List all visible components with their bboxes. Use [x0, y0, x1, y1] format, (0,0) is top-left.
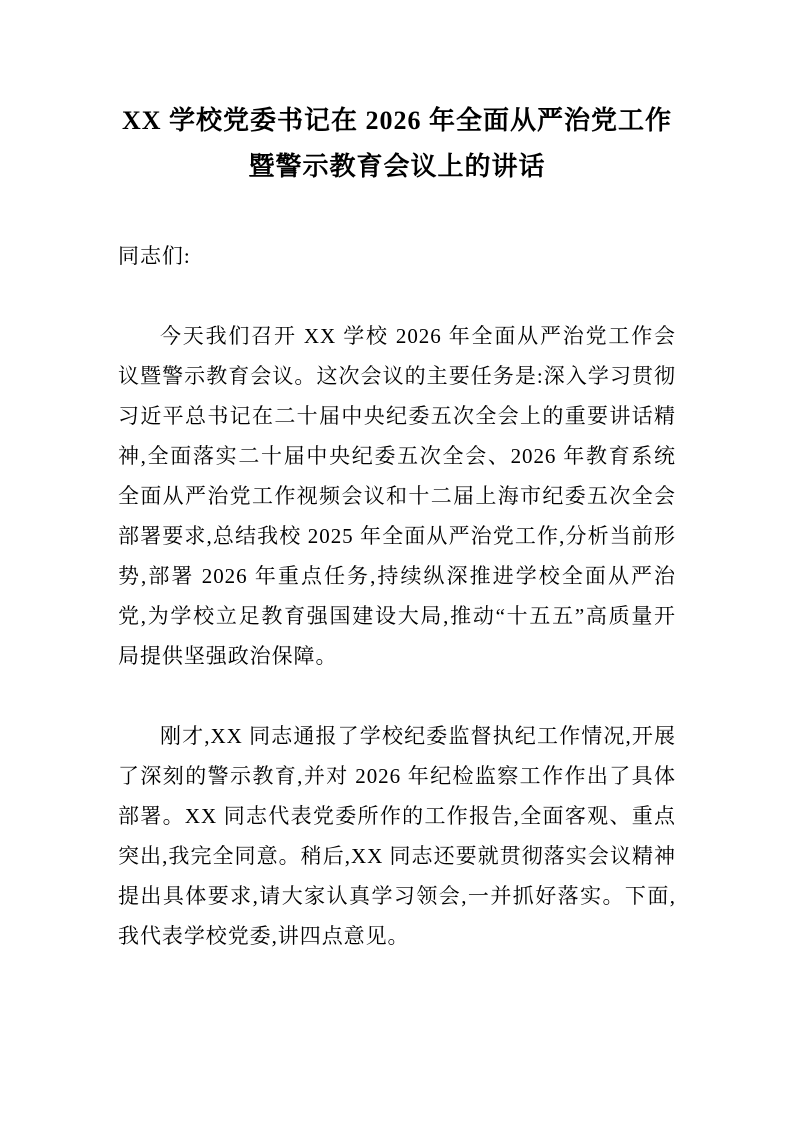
body-paragraph-1: 今天我们召开 XX 学校 2026 年全面从严治党工作会议暨警示教育会议。这次会议的主要任务是:深入学习贯彻习近平总书记在二十届中央纪委五次全会上的重要讲话精神,全面落实二十届中央纪委五次全会、2026 年教育系统全面从严治党工作视频会议和十二届上海市纪委五次全会部署要求,总结我校 2025 年全面从严治党工作,分析当前形势,部署 2026 年重点任务,持续纵深推进学校全面从严治党,为学校立足教育强国建设大局,推动“十五五”高质量开局提供坚强政治保障。: [118, 324, 676, 668]
salutation: 同志们:: [118, 244, 191, 268]
document-title: XX 学校党委书记在 2026 年全面从严治党工作暨警示教育会议上的讲话: [121, 106, 673, 181]
body-paragraph-2: 刚才,XX 同志通报了学校纪委监督执纪工作情况,开展了深刻的警示教育,并对 2026 年纪检监察工作作出了具体部署。XX 同志代表党委所作的工作报告,全面客观、重点突出,我完全同意。稍后,XX 同志还要就贯彻落实会议精神提出具体要求,请大家认真学习领会,一并抓好落实。下面,我代表学校党委,讲四点意见。: [118, 724, 676, 948]
document-body: [118, 236, 676, 956]
